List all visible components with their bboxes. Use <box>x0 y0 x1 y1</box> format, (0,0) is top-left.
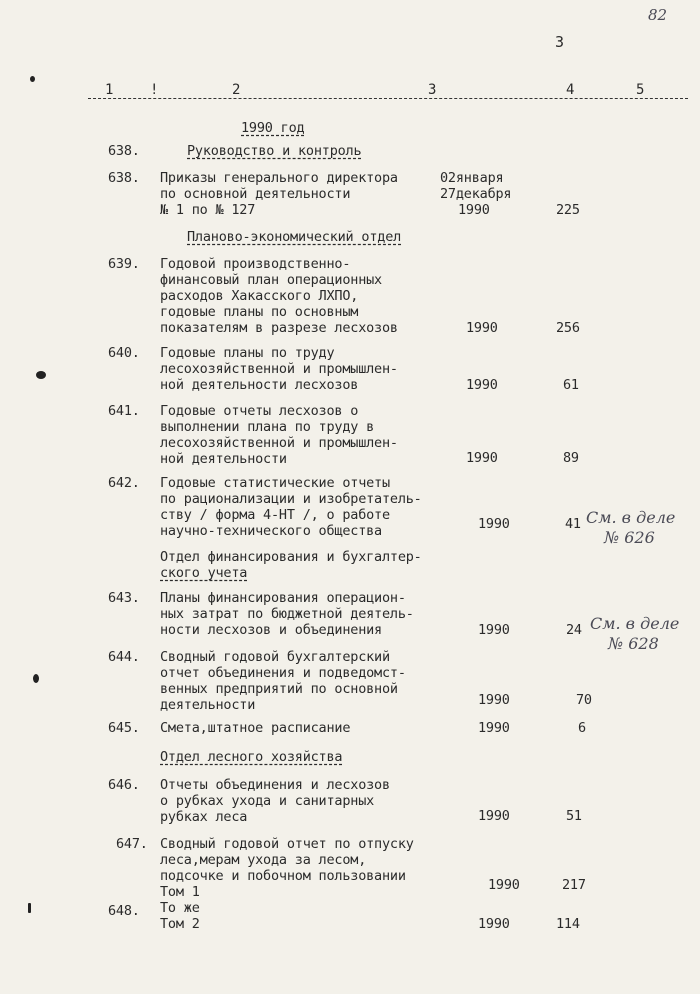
entry-638b-dates: 02января 27декабря 1990 <box>440 170 512 218</box>
section-heading-forestry: Отдел лесного хозяйства <box>160 749 343 765</box>
entry-643-count: 24 <box>566 622 582 638</box>
header-divider <box>88 98 688 99</box>
entry-645-year: 1990 <box>478 720 510 736</box>
entry-648-number: 648. <box>108 903 140 919</box>
section-heading-management: Руководство и контроль <box>187 143 362 159</box>
entry-643-year: 1990 <box>478 622 510 638</box>
entry-643-number: 643. <box>108 590 140 606</box>
entry-642-count: 41 <box>565 516 581 532</box>
entry-638b-count: 225 <box>556 202 580 218</box>
scan-speck <box>30 76 35 82</box>
entry-638-number: 638. <box>108 143 140 159</box>
entry-648-year: 1990 <box>478 916 510 932</box>
column-header-3: 2 <box>232 82 241 98</box>
entry-647-count: 217 <box>562 877 586 893</box>
entry-639-year: 1990 <box>466 320 498 336</box>
column-header-2: ! <box>150 82 159 98</box>
column-header-5: 4 <box>566 82 575 98</box>
entry-645-description: Смета,штатное расписание <box>160 720 351 736</box>
entry-641-number: 641. <box>108 403 140 419</box>
entry-643-description: Планы финансирования операцион- ных затрат по бюджетной деятель- ности лесхозов и объединения <box>160 590 414 638</box>
entry-640-description: Годовые планы по труду лесохозяйственной и промышлен- ной деятельности лесхозов <box>160 345 398 393</box>
entry-639-description: Годовой производственно- финансовый план операционных расходов Хакасского ЛХПО, годовые планы по основным показателям в разрезе лесхозов <box>160 256 398 336</box>
entry-638b-description: Приказы генерального директора по основной деятельности № 1 по № 127 <box>160 170 398 218</box>
column-header-6: 5 <box>636 82 645 98</box>
section-heading-finance: Отдел финансирования и бухгалтер- ского учета <box>160 549 422 581</box>
entry-642-year: 1990 <box>478 516 510 532</box>
entry-642-margin-note: См. в деле № 626 <box>586 508 676 547</box>
entry-645-number: 645. <box>108 720 140 736</box>
entry-640-number: 640. <box>108 345 140 361</box>
entry-646-year: 1990 <box>478 808 510 824</box>
entry-646-count: 51 <box>566 808 582 824</box>
entry-646-number: 646. <box>108 777 140 793</box>
entry-642-number: 642. <box>108 475 140 491</box>
entry-645-count: 6 <box>578 720 586 736</box>
entry-643-margin-note: См. в деле № 628 <box>590 614 680 653</box>
scan-speck <box>33 674 39 683</box>
entry-641-description: Годовые отчеты лесхозов о выполнении плана по труду в лесохозяйственной и промышлен- ной деятельности <box>160 403 398 467</box>
page-number: 3 <box>555 33 564 51</box>
corner-page-number: 82 <box>648 6 668 24</box>
entry-638b-number: 638. <box>108 170 140 186</box>
year-heading: 1990 год <box>241 120 305 136</box>
entry-640-year: 1990 <box>466 377 498 393</box>
entry-644-count: 70 <box>576 692 592 708</box>
column-header-1: 1 <box>105 82 114 98</box>
entry-644-year: 1990 <box>478 692 510 708</box>
entry-644-description: Сводный годовой бухгалтерский отчет объединения и подведомст- венных предприятий по основной деятельности <box>160 649 406 713</box>
entry-647-description: Сводный годовой отчет по отпуску леса,мерам ухода за лесом, подсочке и побочном пользовании Том 1 <box>160 836 414 900</box>
entry-648-description: То же Том 2 <box>160 900 200 932</box>
entry-647-number: 647. <box>116 836 148 852</box>
entry-648-count: 114 <box>556 916 580 932</box>
entry-641-year: 1990 <box>466 450 498 466</box>
entry-644-number: 644. <box>108 649 140 665</box>
section-heading-planning: Планово-экономический отдел <box>187 229 402 245</box>
entry-640-count: 61 <box>563 377 579 393</box>
entry-639-number: 639. <box>108 256 140 272</box>
scan-speck <box>28 903 31 913</box>
entry-639-count: 256 <box>556 320 580 336</box>
scan-speck <box>36 371 46 379</box>
entry-642-description: Годовые статистические отчеты по рационализации и изобретатель- ству / форма 4-НТ /, о работе научно-технического общества <box>160 475 422 539</box>
column-header-4: 3 <box>428 82 437 98</box>
entry-641-count: 89 <box>563 450 579 466</box>
entry-646-description: Отчеты объединения и лесхозов о рубках ухода и санитарных рубках леса <box>160 777 390 825</box>
entry-647-year: 1990 <box>488 877 520 893</box>
